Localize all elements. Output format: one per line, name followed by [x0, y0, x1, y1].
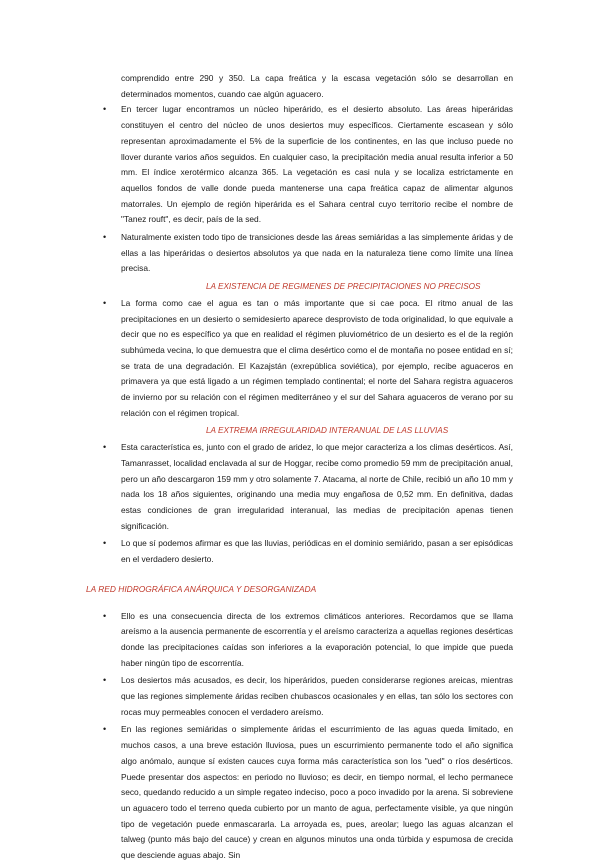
- bullet-icon: •: [103, 724, 107, 735]
- list-item: [86, 673, 513, 720]
- bullet-list-hyperarid: [86, 102, 513, 277]
- bullet-list-irregularity: [86, 440, 513, 568]
- list-item: [86, 722, 513, 863]
- bullet-text: En las regiones semiáridas o simplemente áridas el escurrimiento de las aguas queda limitado, en muchos casos, a una breve estación lluviosa, pues un escurrimiento permanente todo el año significa algo anómalo, aunque sí existen cauces cuya forma más característica son los "ued" o ríos desérticos. Puede presentar dos aspectos: en periodo no lluvioso; es decir, en tiempo normal, el lecho permanece seco, quedando reducido a un simple regateo indeciso, poco a poco invadido por la arena. Si sobreviene un aguacero todo el terreno queda cubierto por un manto de agua, perfectamente visible, ya que ningún tipo de vegetación puede enmascararla. La arroyada es, pues, areolar; luego las aguas alcanzan el talweg (punto más bajo del cauce) y crean en algunos minutos una onda túrbida y espumosa de crecida que desciende aguas abajo. Sin: [121, 724, 513, 861]
- intro-continuation: comprendido entre 290 y 350. La capa freática y la escasa vegetación sólo se desarrollan en determinados momentos, cuando cae algún aguacero.: [121, 73, 513, 99]
- bullet-text: La forma como cae el agua es tan o más importante que si cae poca. El ritmo anual de las precipitaciones en un desierto o semidesierto aparece desprovisto de toda originalidad, lo que equivale a decir que no es específico ya que en realidad el régimen pluviométrico de un desierto es el de la región subhúmeda vecina, lo que demuestra que el clima desértico como el de montaña no posee entidad en sí; se trata de una degradación. El Kazajstán (exrepública soviética), por ejemplo, recibe aguaceros en primavera ya que está ligado a un régimen templado continental; el norte del Sahara registra aguaceros de invierno por su relación con el régimen mediterráneo y el sur del Sahara aguaceros de verano por su relación con el régimen tropical.: [121, 297, 513, 418]
- section-heading-hydrography: LA RED HIDROGRÁFICA ANÁRQUICA Y DESORGANIZADA: [86, 583, 317, 594]
- list-item: [86, 609, 513, 672]
- bullet-text: Ello es una consecuencia directa de los extremos climáticos anteriores. Recordamos que se llama areísmo a la ausencia permanente de escorrentía y el areísmo caracteriza a aquellas regiones desérticas donde las precipitaciones caídas son inferiores a la evaporación potencial, lo que impide que pueda haber ningún tipo de escorrentía.: [121, 610, 513, 668]
- bullet-icon: •: [103, 610, 107, 621]
- bullet-text: Lo que sí podemos afirmar es que las lluvias, periódicas en el dominio semiárido, pasan a ser episódicas en el verdadero desierto.: [121, 538, 513, 565]
- list-item: [86, 102, 513, 228]
- bullet-text: En tercer lugar encontramos un núcleo hiperárido, es el desierto absoluto. Las áreas hiperáridas constituyen el centro del núcleo de unos desiertos muy específicos. Ciertamente escasean y sólo representan aproximadamente el 5% de la superficie de los continentes, en las que incluso puede no llover durante varios años seguidos. En cualquier caso, la precipitación media anual resulta inferior a 50 mm. El índice xerotérmico alcanza 365. La vegetación es casi nula y se localiza estrictamente en aquellos fondos de valle donde pueda mantenerse una capa freática capaz de alimentar algunos matorrales. Un ejemplo de región hiperárida es el Sahara central cuyo territorio recibe el nombre de "Tanez rouft", es decir, país de la sed.: [121, 104, 513, 225]
- bullet-text: Naturalmente existen todo tipo de transiciones desde las áreas semiáridas a las simplemente áridas y de ellas a las hiperáridas o desiertos absolutos ya que nada en la naturaleza tiene como límite una línea precisa.: [121, 232, 513, 274]
- list-item: [86, 230, 513, 277]
- subheading-regimes: LA EXISTENCIA DE REGIMENES DE PRECIPITACIONES NO PRECISOS: [206, 282, 481, 292]
- bullet-icon: •: [103, 297, 107, 308]
- bullet-icon: •: [103, 442, 107, 453]
- bullet-text: Los desiertos más acusados, es decir, los hiperáridos, pueden considerarse regiones areicas, mientras que las regiones simplemente áridas reciben chubascos ocasionales y en ellas, tan sólo los sectores con rocas muy permeables conocen el verdadero areísmo.: [121, 675, 513, 717]
- subheading-irregularity: LA EXTREMA IRREGULARIDAD INTERANUAL DE LAS LLUVIAS: [206, 426, 449, 436]
- list-item: [86, 296, 513, 422]
- bullet-icon: •: [103, 104, 107, 115]
- list-item: [86, 536, 513, 567]
- list-item: [86, 440, 513, 534]
- bullet-icon: •: [103, 232, 107, 243]
- bullet-text: Esta característica es, junto con el grado de aridez, lo que mejor caracteriza a los climas desérticos. Así, Tamanrasset, localidad enclavada al sur de Hoggar, recibe como promedio 59 mm de precipitación anual, pero un año descargaron 159 mm y otro solamente 7. Atacama, al norte de Chile, recibió un año 10 mm y nada los 18 años siguientes, originando una media muy engañosa de 0,52 mm. En definitiva, dadas estas condiciones de gran irregularidad interanual, las medias de precipitación apenas tienen significación.: [121, 442, 513, 531]
- bullet-icon: •: [103, 538, 107, 549]
- bullet-icon: •: [103, 675, 107, 686]
- bullet-list-hydrography: [86, 609, 513, 864]
- bullet-list-regimes: [86, 296, 513, 422]
